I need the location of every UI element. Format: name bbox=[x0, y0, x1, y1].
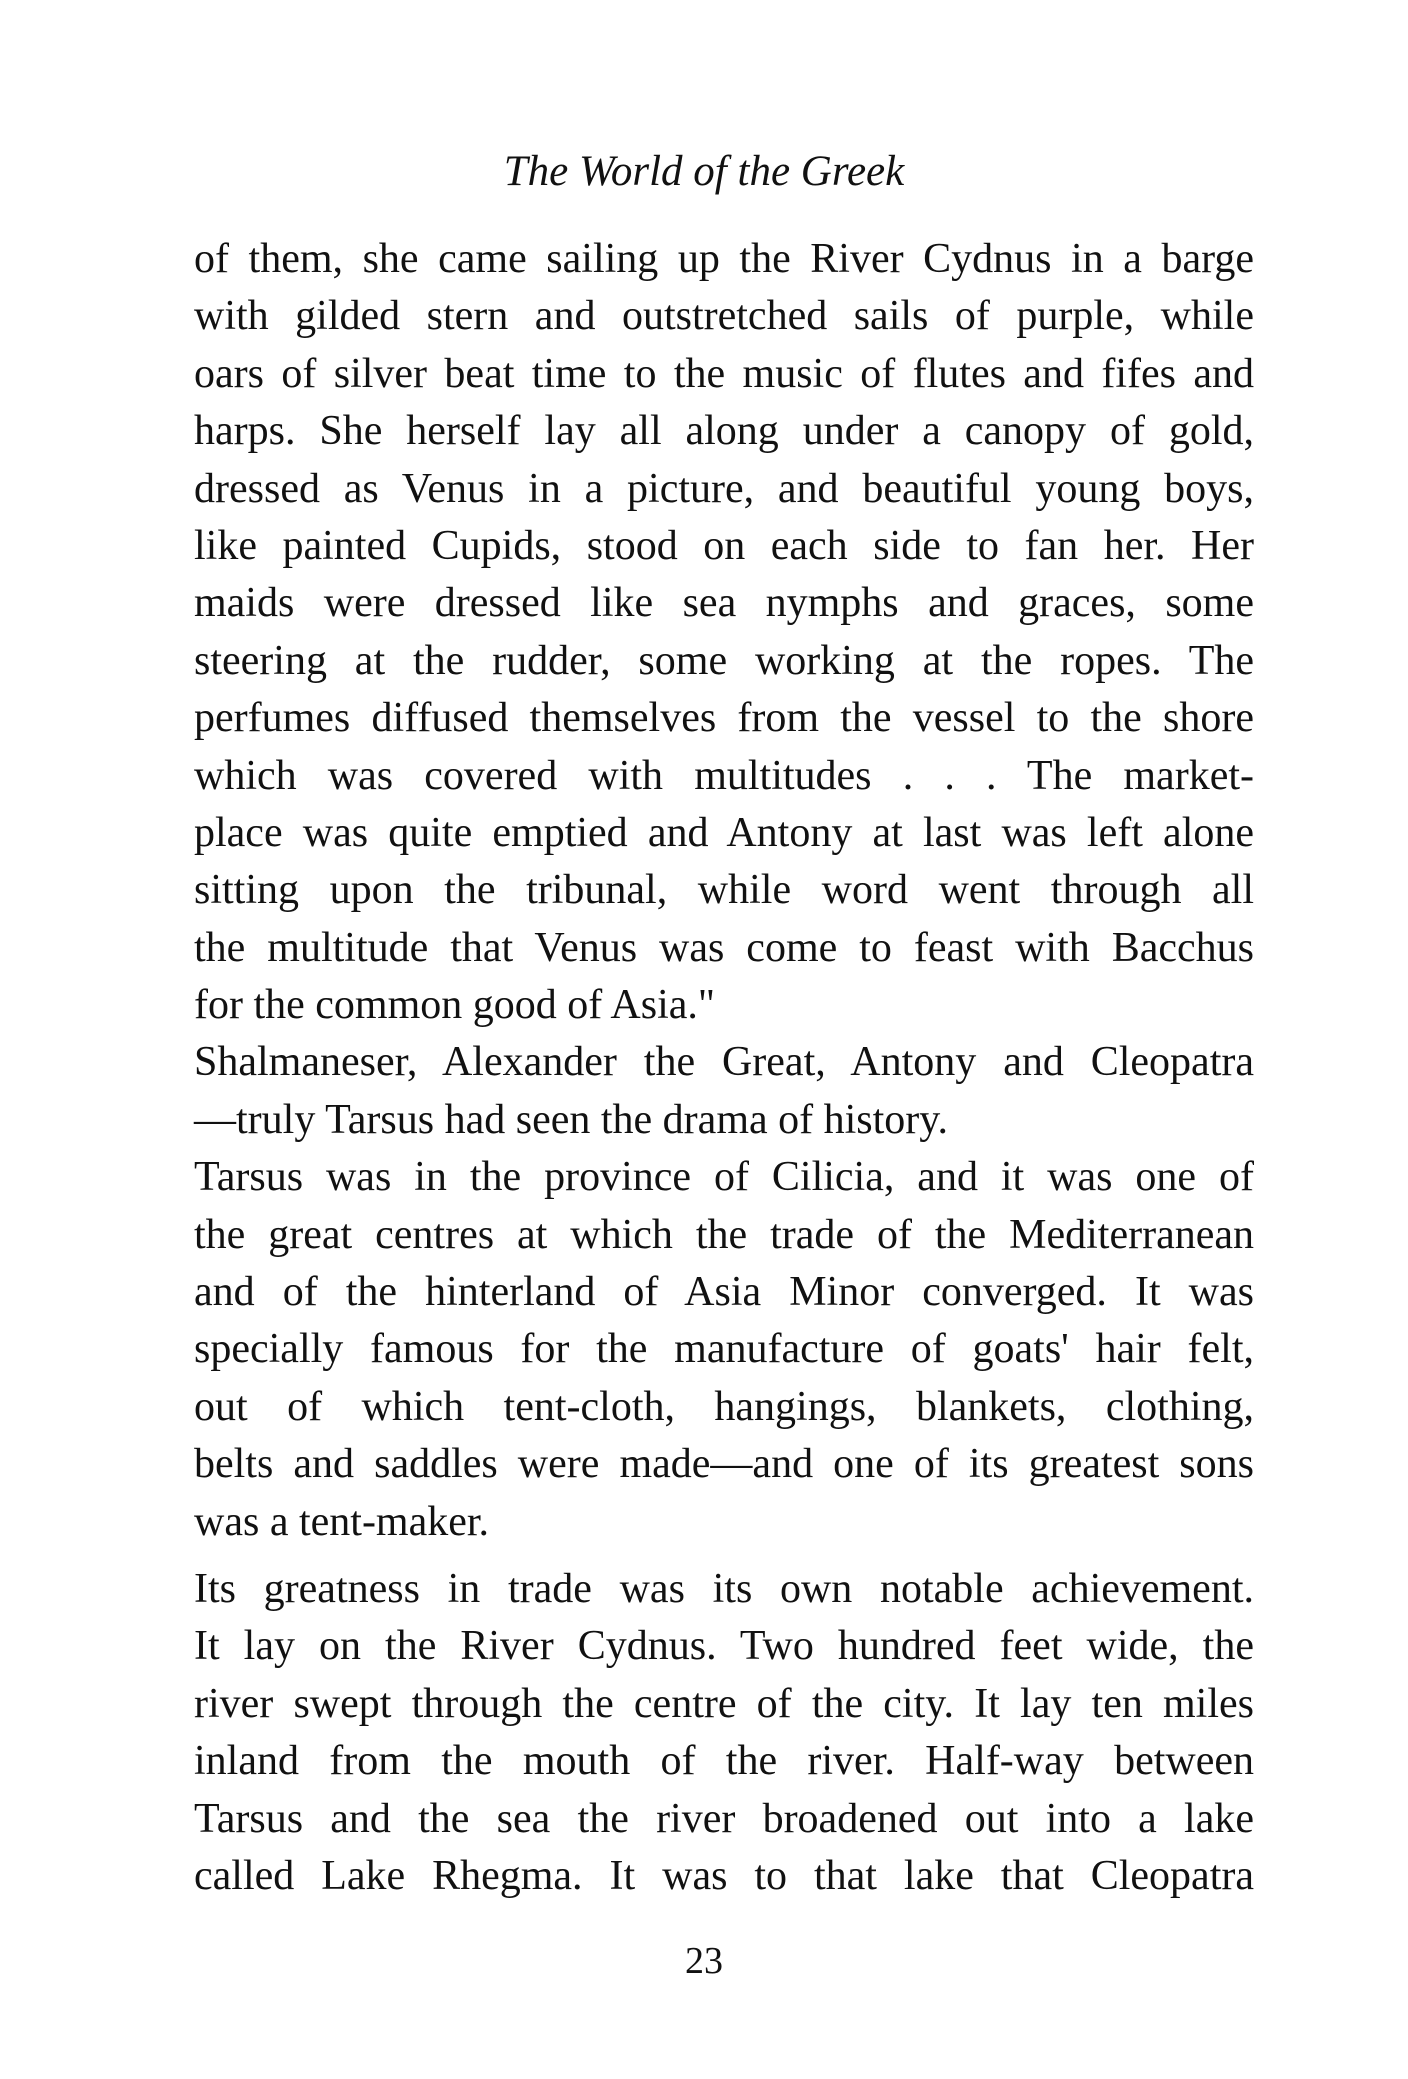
text-line: was a tent-maker. bbox=[194, 1498, 490, 1545]
paragraph-gap bbox=[194, 1551, 1254, 1561]
paragraph bbox=[194, 1561, 1254, 1905]
text-line: dressed as Venus in a picture, and beautiful young boys, bbox=[194, 465, 1254, 512]
text-line: river swept through the centre of the city. It lay ten miles bbox=[194, 1680, 1254, 1727]
text-line: specially famous for the manufacture of goats' hair felt, bbox=[194, 1326, 1254, 1373]
text-line: out of which tent-cloth, hangings, blankets, clothing, bbox=[194, 1383, 1254, 1430]
text-line: Tarsus and the sea the river broadened out into a lake bbox=[194, 1795, 1254, 1842]
text-line: harps. She herself lay all along under a canopy of gold, bbox=[194, 408, 1254, 455]
text-line: sitting upon the tribunal, while word went through all bbox=[194, 867, 1254, 914]
text-line: Its greatness in trade was its own notable achievement. bbox=[194, 1565, 1254, 1612]
text-line: —truly Tarsus had seen the drama of history. bbox=[194, 1096, 949, 1143]
running-head: The World of the Greek bbox=[503, 148, 905, 195]
body-text bbox=[194, 231, 1254, 1905]
text-line: maids were dressed like sea nymphs and graces, some bbox=[194, 580, 1254, 627]
text-line: steering at the rudder, some working at the ropes. The bbox=[194, 637, 1254, 684]
text-line: Tarsus was in the province of Cilicia, and it was one of bbox=[194, 1154, 1254, 1201]
text-line: Shalmaneser, Alexander the Great, Antony and Cleopatra bbox=[194, 1039, 1254, 1086]
text-line: like painted Cupids, stood on each side to fan her. Her bbox=[194, 522, 1254, 569]
text-line: perfumes diffused themselves from the vessel to the shore bbox=[194, 695, 1254, 742]
text-line: of them, she came sailing up the River Cydnus in a barge bbox=[194, 236, 1254, 282]
text-line: inland from the mouth of the river. Half-way between bbox=[194, 1738, 1254, 1785]
paragraph bbox=[194, 1034, 1254, 1149]
text-line: called Lake Rhegma. It was to that lake that Cleopatra bbox=[194, 1852, 1254, 1899]
text-line: the great centres at which the trade of the Mediterranean bbox=[194, 1211, 1254, 1258]
paragraph bbox=[194, 1149, 1254, 1551]
text-line: which was covered with multitudes . . . The market- bbox=[194, 752, 1254, 799]
text-line: belts and saddles were made—and one of its greatest sons bbox=[194, 1441, 1254, 1488]
page-number: 23 bbox=[685, 1940, 723, 1982]
text-line: for the common good of Asia." bbox=[194, 982, 716, 1029]
text-line: oars of silver beat time to the music of flutes and fifes and bbox=[194, 350, 1254, 397]
text-line: place was quite emptied and Antony at last was left alone bbox=[194, 809, 1254, 856]
text-line: with gilded stern and outstretched sails of purple, while bbox=[194, 293, 1254, 340]
paragraph bbox=[194, 231, 1254, 1034]
text-line: and of the hinterland of Asia Minor converged. It was bbox=[194, 1269, 1254, 1316]
text-line: It lay on the River Cydnus. Two hundred feet wide, the bbox=[194, 1623, 1254, 1670]
text-line: the multitude that Venus was come to feast with Bacchus bbox=[194, 924, 1254, 971]
